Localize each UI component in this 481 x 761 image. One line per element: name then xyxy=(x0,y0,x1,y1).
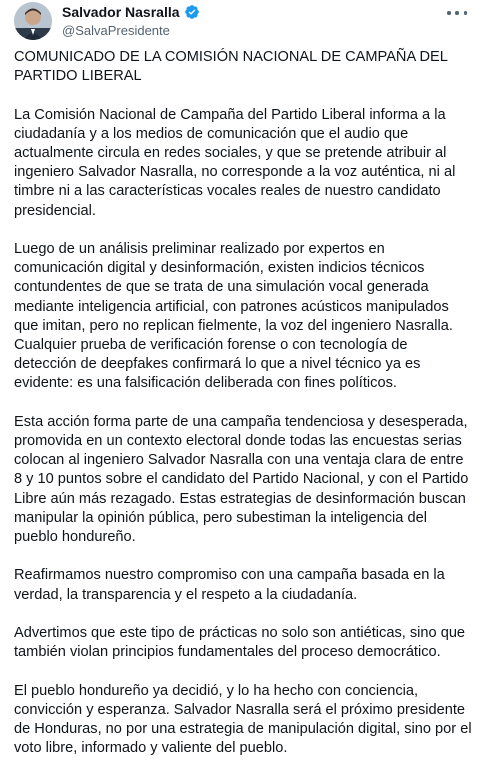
post-paragraph: Luego de un análisis preliminar realizado por expertos en comunicación digital y desinformación, existen indicios técnicos contundentes de que se trata de una simulación vocal generada mediante inteligencia artificial, con patrones acústicos manipulados que imitan, pero no replican fielmente, la voz del ingeniero Nasralla. Cualquier prueba de verificación forense o con tecnología de detección de deepfakes confirmará lo que a nivel técnico ya es evidente: es una falsificación deliberada con fines políticos. xyxy=(14,241,453,392)
dot xyxy=(447,11,451,15)
more-options-icon[interactable] xyxy=(447,6,467,20)
post-header xyxy=(0,0,481,44)
author-display-name[interactable]: Salvador Nasralla xyxy=(62,4,180,20)
post-paragraph: La Comisión Nacional de Campaña del Partido Liberal informa a la ciudadanía y a los medios de comunicación que el audio que actualmente circula en redes sociales, y que se pretende atribuir al ingeniero Salvador Nasralla, no corresponde a la voz auténtica, ni al timbre ni a las características vocales reales de nuestro candidato presidencial. xyxy=(14,106,456,219)
avatar-image xyxy=(14,2,52,40)
dot xyxy=(464,11,468,15)
name-row xyxy=(62,3,200,21)
post-paragraph: Advertimos que este tipo de prácticas no solo son antiéticas, sino que también violan principios fundamentales del proceso democrático. xyxy=(14,625,466,661)
post-paragraph: Reafirmamos nuestro compromiso con una campaña basada en la verdad, la transparencia y el respeto a la ciudadanía. xyxy=(14,567,445,603)
author-names xyxy=(62,3,200,38)
post-text xyxy=(14,48,472,758)
verified-badge-icon xyxy=(184,4,200,20)
dot xyxy=(455,11,459,15)
avatar[interactable] xyxy=(14,2,52,40)
post-paragraph: Esta acción forma parte de una campaña tendenciosa y desesperada, promovida en un contexto electoral donde todas las encuestas serias colocan al ingeniero Salvador Nasralla con una ventaja clara de entre 8 y 10 puntos sobre el candidato del Partido Nacional, y con el Partido Libre aún más rezagado. Estas estrategias de desinformación buscan manipular la opinión pública, pero subestiman la inteligencia del pueblo hondureño. xyxy=(14,413,469,546)
author-handle[interactable]: @SalvaPresidente xyxy=(62,23,170,38)
post-title: COMUNICADO DE LA COMISIÓN NACIONAL DE CAMPAÑA DEL PARTIDO LIBERAL xyxy=(14,49,448,85)
post-paragraph: El pueblo hondureño ya decidió, y lo ha hecho con conciencia, convicción y esperanza. Salvador Nasralla será el próximo presidente de Honduras, no por una estrategia de manipulación digital, sino por el voto libre, informado y valiente del pueblo. xyxy=(14,682,472,757)
